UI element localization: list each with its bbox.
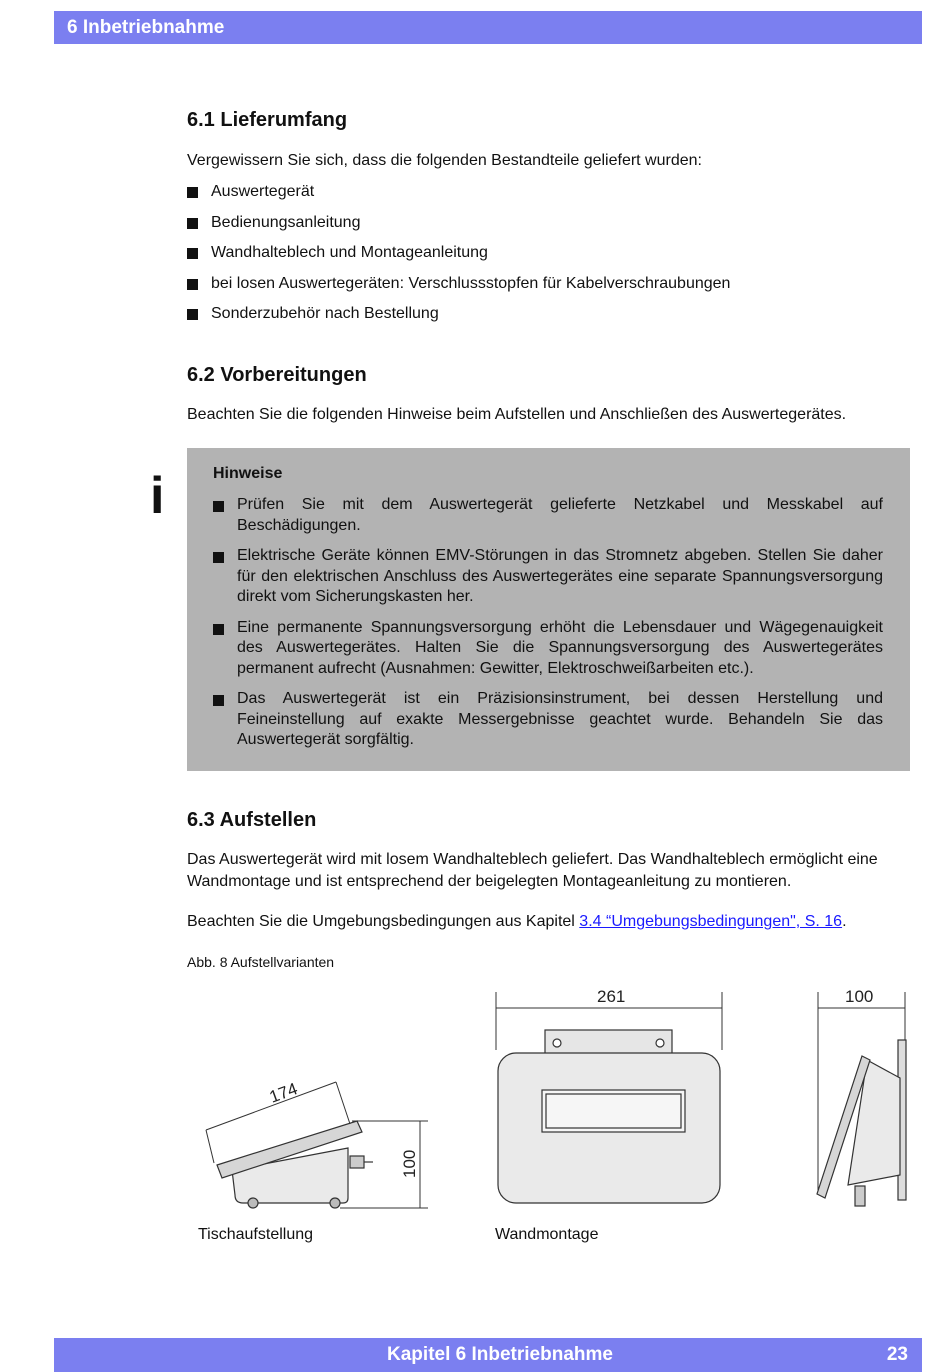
wall-dimension-lines: [496, 992, 722, 1050]
section-heading-vorbereitungen: 6.2 Vorbereitungen: [187, 364, 367, 386]
list-item: Auswertegerät: [187, 181, 730, 212]
list-item: Elektrische Geräte können EMV-Störungen in das Stromnetz abgeben. Stellen Sie daher für den elektrischen Anschluss des Auswertegerätes eine separate Spannungsversorgung direkt vom Sicherungskasten her.: [213, 546, 883, 608]
chapter-header-title: 6 Inbetriebnahme: [67, 17, 225, 38]
table-dimension-lines: [206, 1082, 428, 1208]
aufstellen-paragraph: Das Auswertegerät wird mit losem Wandhalteblech geliefert. Das Wandhalteblech ermöglicht eine Wandmontage und ist entsprechend der beigelegten Montageanleitung zu montieren.: [187, 851, 878, 890]
delivery-items-list: [187, 181, 730, 334]
dim-261: 261: [597, 987, 626, 1006]
table-mount-drawing: [217, 1121, 373, 1208]
hinweise-list: [213, 495, 883, 761]
wall-mount-drawing: [498, 1030, 720, 1203]
list-item: Bedienungsanleitung: [187, 212, 730, 243]
list-item: Das Auswertegerät ist ein Präzisionsinstrument, bei dessen Herstellung und Feineinstellung auf exakte Messergebnisse geachtet wurde. Behandeln Sie das Auswertegerät sorgfältig.: [213, 689, 883, 751]
chapter-link[interactable]: 3.4 “Umgebungsbedingungen", S. 16: [579, 913, 843, 930]
hinweise-title: Hinweise: [213, 465, 283, 482]
footer-chapter: Kapitel 6 Inbetriebnahme: [387, 1344, 613, 1365]
section-heading-lieferumfang: 6.1 Lieferumfang: [187, 109, 348, 131]
list-item: Sonderzubehör nach Bestellung: [187, 303, 730, 334]
footer-bar: [54, 1338, 922, 1372]
info-icon: i: [150, 467, 165, 525]
list-item: Wandhalteblech und Montageanleitung: [187, 242, 730, 273]
side-dimension-lines: [818, 992, 905, 1190]
vorbereitungen-intro: Beachten Sie die folgenden Hinweise beim Aufstellen und Anschließen des Auswertegerätes.: [187, 406, 847, 423]
list-item: Prüfen Sie mit dem Auswertegerät gelieferte Netzkabel und Messkabel auf Beschädigungen.: [213, 495, 883, 536]
label-wandmontage: Wandmontage: [495, 1226, 599, 1243]
list-item: Eine permanente Spannungsversorgung erhöht die Lebensdauer und Wägegenauigkeit des Auswertegerätes. Halten Sie die Spannungsversorgung des Auswertegerätes permanent aufrecht (Ausnahmen: Gewitter, Elektroschweißarbeiten etc.).: [213, 618, 883, 680]
label-tischaufstellung: Tischaufstellung: [198, 1226, 314, 1243]
page-number: 23: [886, 1344, 908, 1365]
chapter-header-bar: [54, 11, 922, 44]
section-heading-aufstellen: 6.3 Aufstellen: [187, 809, 317, 831]
figure-caption: Abb. 8 Aufstellvarianten: [187, 954, 335, 970]
lieferumfang-intro: Vergewissern Sie sich, dass die folgenden Bestandteile geliefert wurden:: [187, 152, 702, 169]
dim-100-height: 100: [400, 1149, 419, 1178]
wall-side-drawing: [817, 1040, 906, 1206]
list-item: bei losen Auswertegeräten: Verschlussstopfen für Kabelverschraubungen: [187, 273, 730, 304]
dim-174: 174: [266, 1079, 301, 1107]
hinweise-box: [187, 448, 910, 771]
umgebung-paragraph: Beachten Sie die Umgebungsbedingungen aus Kapitel 3.4 “Umgebungsbedingungen", S. 16.: [187, 913, 847, 930]
dim-100-depth: 100: [845, 987, 874, 1006]
